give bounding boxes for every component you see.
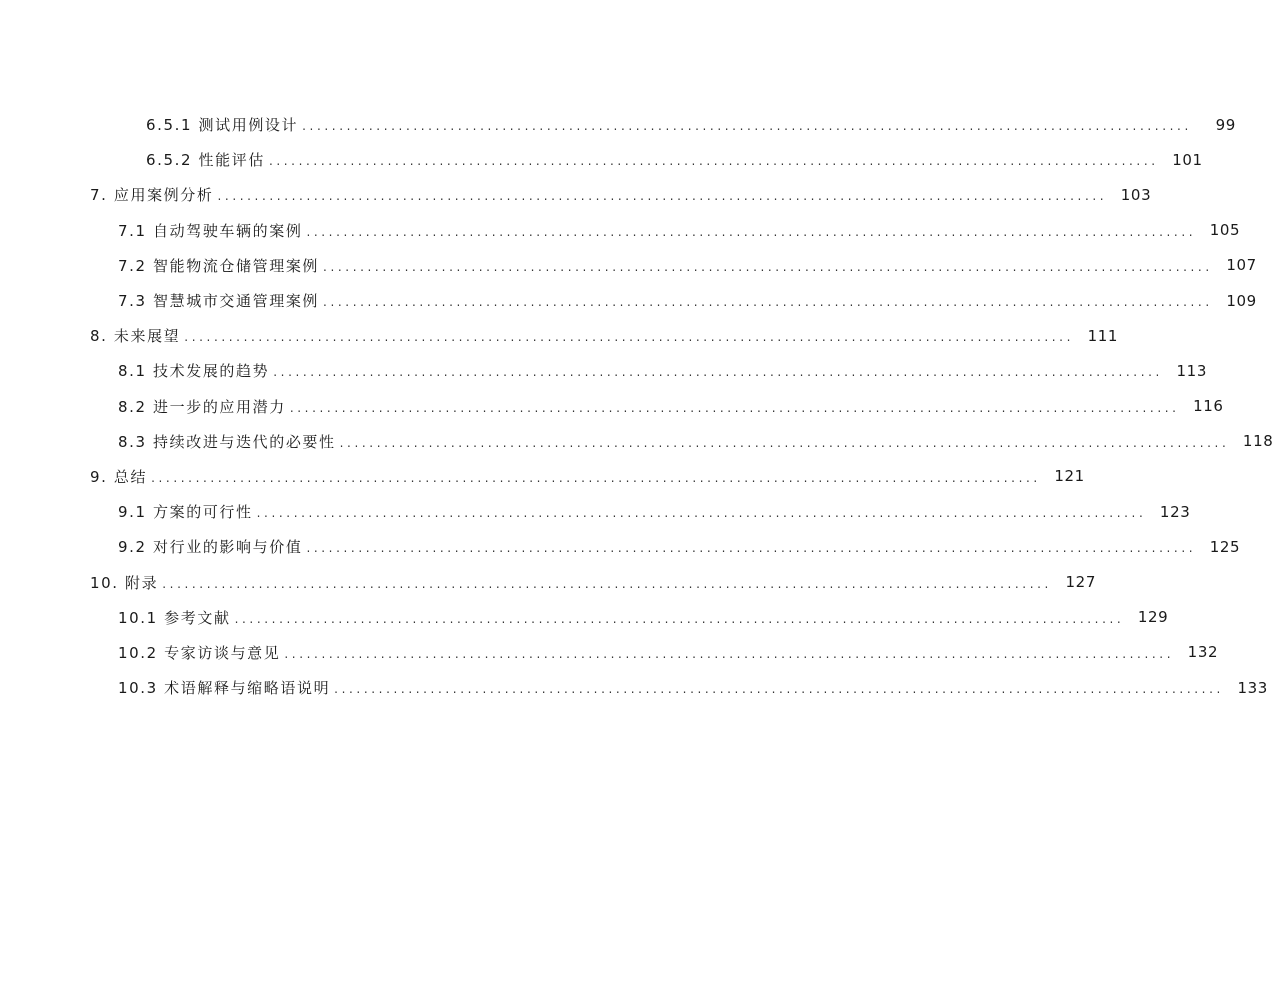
toc-entry[interactable] — [0, 142, 1203, 177]
toc-page-number: 116 — [1193, 397, 1224, 416]
toc-entry[interactable] — [0, 600, 1169, 635]
toc-entry-label: 8.1 技术发展的趋势 — [118, 362, 270, 381]
toc-entry[interactable] — [0, 177, 1152, 212]
toc-page-number: 113 — [1176, 361, 1207, 380]
toc-entry-label: 7.1 自动驾驶车辆的案例 — [118, 221, 303, 240]
toc-entry-label: 10.1 参考文献 — [118, 608, 231, 627]
toc-page-number: 111 — [1087, 326, 1119, 345]
toc-entry-label: 7.3 智慧城市交通管理案例 — [118, 292, 320, 311]
toc-entry-label: 7. 应用案例分析 — [90, 186, 214, 205]
toc-page-number: 133 — [1237, 678, 1268, 697]
toc-dot-leader: ........................................................................................................................ — [256, 506, 1147, 521]
toc-entry[interactable] — [0, 353, 1207, 388]
toc-page-number: 125 — [1209, 537, 1241, 556]
toc-dot-leader: ........................................................................................................................ — [162, 576, 1052, 591]
toc-entry-label: 8.3 持续改进与迭代的必要性 — [118, 432, 336, 451]
toc-entry[interactable] — [0, 318, 1119, 353]
toc-page-number: 105 — [1209, 221, 1241, 240]
toc-entry-label: 6.5.2 性能评估 — [146, 151, 265, 170]
toc-dot-leader: ........................................................................................................................ — [339, 435, 1230, 450]
toc-entry-label: 8. 未来展望 — [90, 327, 181, 346]
toc-entry[interactable] — [0, 248, 1257, 283]
toc-dot-leader: ........................................................................................................................ — [289, 400, 1180, 415]
toc-entry-label: 9.1 方案的可行性 — [118, 503, 253, 522]
table-of-contents — [0, 107, 1273, 705]
toc-entry[interactable] — [0, 635, 1219, 670]
toc-dot-leader: ........................................................................................................................ — [268, 154, 1159, 169]
toc-page-number: 107 — [1226, 256, 1257, 275]
toc-page-number: 103 — [1120, 185, 1152, 204]
toc-entry-label: 9.2 对行业的影响与价值 — [118, 538, 303, 557]
toc-entry[interactable] — [0, 283, 1257, 318]
toc-dot-leader: ........................................................................................................................ — [306, 541, 1197, 556]
toc-page-number: 109 — [1226, 291, 1257, 310]
toc-entry-label: 6.5.1 测试用例设计 — [146, 116, 299, 135]
toc-dot-leader: ........................................................................................................................ — [217, 189, 1108, 204]
toc-dot-leader: ........................................................................................................................ — [323, 259, 1213, 274]
toc-entry-label: 10.3 术语解释与缩略语说明 — [118, 679, 331, 698]
toc-page-number: 129 — [1137, 608, 1169, 627]
toc-entry[interactable] — [0, 424, 1273, 459]
toc-dot-leader: ........................................................................................................................ — [273, 365, 1163, 380]
toc-page-number: 132 — [1187, 643, 1219, 662]
toc-entry[interactable] — [0, 389, 1224, 424]
toc-dot-leader: ........................................................................................................................ — [334, 682, 1224, 697]
toc-page-number: 127 — [1065, 573, 1096, 592]
toc-dot-leader: ........................................................................................................................ — [184, 330, 1075, 345]
toc-page-number: 123 — [1159, 502, 1191, 521]
toc-dot-leader: ........................................................................................................................ — [306, 224, 1197, 239]
toc-entry-label: 7.2 智能物流仓储管理案例 — [118, 256, 320, 275]
toc-page-number: 101 — [1172, 150, 1203, 169]
toc-entry[interactable] — [0, 107, 1236, 142]
toc-dot-leader: ........................................................................................................................ — [302, 119, 1192, 134]
toc-entry[interactable] — [0, 459, 1085, 494]
toc-page-number: 118 — [1242, 432, 1273, 451]
toc-page-number: 121 — [1054, 467, 1085, 486]
toc-entry[interactable] — [0, 529, 1241, 564]
toc-entry-label: 8.2 进一步的应用潜力 — [118, 397, 286, 416]
toc-entry[interactable] — [0, 670, 1268, 705]
toc-entry[interactable] — [0, 564, 1096, 599]
toc-page-number: 99 — [1215, 115, 1236, 134]
toc-dot-leader: ........................................................................................................................ — [323, 295, 1213, 310]
toc-dot-leader: ........................................................................................................................ — [284, 646, 1175, 661]
toc-entry[interactable] — [0, 213, 1241, 248]
toc-entry-label: 10. 附录 — [90, 573, 159, 592]
toc-entry[interactable] — [0, 494, 1191, 529]
toc-entry-label: 10.2 专家访谈与意见 — [118, 643, 281, 662]
toc-dot-leader: ........................................................................................................................ — [151, 470, 1041, 485]
toc-dot-leader: ........................................................................................................................ — [234, 611, 1125, 626]
toc-entry-label: 9. 总结 — [90, 467, 148, 486]
